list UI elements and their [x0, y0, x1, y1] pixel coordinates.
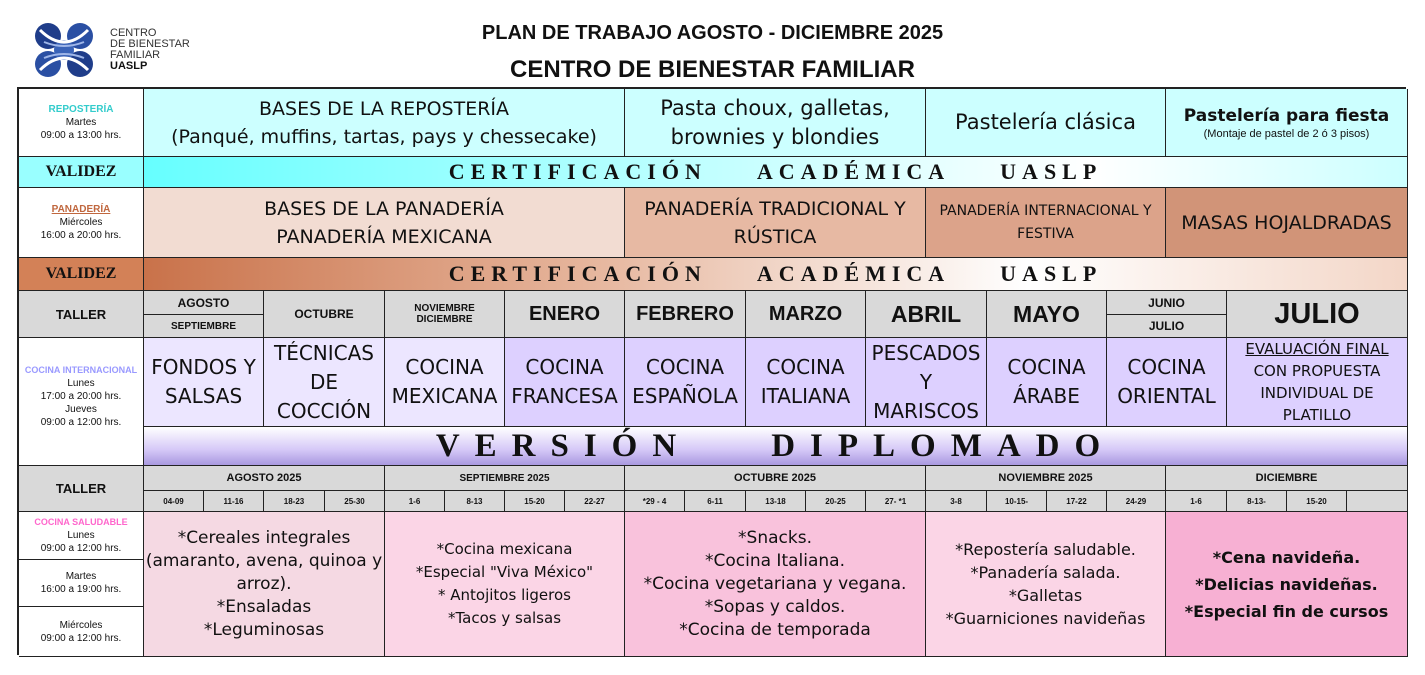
- week-cell: 25-30: [325, 491, 385, 512]
- week-cell: 10-15-: [987, 491, 1047, 512]
- week-cell: 13-18: [746, 491, 806, 512]
- month-julio: JULIO: [1227, 291, 1408, 338]
- week-cell: 3-8: [926, 491, 987, 512]
- week-cell: 22-27: [565, 491, 625, 512]
- month-marzo: MARZO: [746, 291, 866, 338]
- month-enero: ENERO: [505, 291, 625, 338]
- saludable-noviembre: *Repostería saludable. *Panadería salada. *Galletas *Guarniciones navideñas: [926, 512, 1166, 657]
- cbf-logo-icon: [30, 20, 100, 80]
- month-septiembre: SEPTIEMBRE: [144, 315, 264, 338]
- week-cell: 20-25: [806, 491, 866, 512]
- month-octubre: OCTUBRE: [264, 291, 385, 338]
- int-evaluacion-final: EVALUACIÓN FINAL CON PROPUESTA INDIVIDUAL DE PLATILLO: [1227, 338, 1408, 427]
- logo-line-2: DE BIENESTAR: [110, 38, 190, 50]
- validez-label-1: VALIDEZ: [19, 157, 144, 188]
- int-arabe: COCINA ÁRABE: [987, 338, 1107, 427]
- weeks-septiembre-2025: SEPTIEMBRE 2025: [385, 466, 625, 491]
- week-cell: 04-09: [144, 491, 204, 512]
- week-cell: 8-13-: [1227, 491, 1287, 512]
- month-agosto: AGOSTO: [144, 291, 264, 315]
- panaderia-module-2: PANADERÍA TRADICIONAL Y RÚSTICA: [625, 188, 926, 258]
- logo-line-4: UASLP: [110, 60, 148, 72]
- week-cell: 15-20: [505, 491, 565, 512]
- week-cell: 8-13: [445, 491, 505, 512]
- week-cell: 24-29: [1107, 491, 1166, 512]
- logo: [30, 20, 200, 82]
- panaderia-module-3: PANADERÍA INTERNACIONAL Y FESTIVA: [926, 188, 1166, 258]
- week-cell: 15-20: [1287, 491, 1347, 512]
- reposteria-module-4: Pastelería para fiesta (Montaje de pastel de 2 ó 3 pisos): [1166, 89, 1408, 157]
- saludable-label-1: COCINA SALUDABLE Lunes 09:00 a 12:00 hrs.: [19, 512, 144, 560]
- reposteria-module-3: Pastelería clásica: [926, 89, 1166, 157]
- reposteria-module-2: Pasta choux, galletas, brownies y blondies: [625, 89, 926, 157]
- page-title: PLAN DE TRABAJO AGOSTO - DICIEMBRE 2025: [481, 22, 944, 44]
- month-julio-small: JULIO: [1107, 315, 1227, 338]
- int-fondos-salsas: FONDOS Y SALSAS: [144, 338, 264, 427]
- month-junio: JUNIO: [1107, 291, 1227, 315]
- reposteria-name: REPOSTERÍA: [48, 104, 114, 115]
- weeks-octubre-2025: OCTUBRE 2025: [625, 466, 926, 491]
- week-cell: [1347, 491, 1408, 512]
- saludable-octubre: *Snacks. *Cocina Italiana. *Cocina vegetariana y vegana. *Sopas y caldos. *Cocina de temporada: [625, 512, 926, 657]
- week-cell: 17-22: [1047, 491, 1107, 512]
- weeks-agosto-2025: AGOSTO 2025: [144, 466, 385, 491]
- logo-line-3: FAMILIAR: [110, 49, 161, 61]
- taller-label-2: TALLER: [19, 466, 144, 512]
- panaderia-module-1: BASES DE LA PANADERÍA PANADERÍA MEXICANA: [144, 188, 625, 258]
- certificacion-banner-2: CERTIFICACIÓN ACADÉMICA UASLP: [144, 258, 1408, 291]
- week-cell: 1-6: [1166, 491, 1227, 512]
- version-diplomado-banner: VERSIÓN DIPLOMADO: [144, 427, 1408, 466]
- panaderia-module-4: MASAS HOJALDRADAS: [1166, 188, 1408, 258]
- month-abril: ABRIL: [866, 291, 987, 338]
- week-cell: 6-11: [685, 491, 746, 512]
- schedule-table: [17, 87, 1406, 655]
- weeks-diciembre: DICIEMBRE: [1166, 466, 1408, 491]
- page-subtitle: CENTRO DE BIENESTAR FAMILIAR: [510, 56, 915, 83]
- month-febrero: FEBRERO: [625, 291, 746, 338]
- reposteria-module-1: BASES DE LA REPOSTERÍA (Panqué, muffins, tartas, pays y chessecake): [144, 89, 625, 157]
- certificacion-banner-1: CERTIFICACIÓN ACADÉMICA UASLP: [144, 157, 1408, 188]
- int-francesa: COCINA FRANCESA: [505, 338, 625, 427]
- int-tecnicas-coccion: TÉCNICAS DE COCCIÓN: [264, 338, 385, 427]
- saludable-label-3: Miércoles 09:00 a 12:00 hrs.: [19, 607, 144, 657]
- reposteria-time: 09:00 a 13:00 hrs.: [40, 130, 122, 141]
- month-mayo: MAYO: [987, 291, 1107, 338]
- reposteria-label: [19, 89, 144, 157]
- weeks-noviembre-2025: NOVIEMBRE 2025: [926, 466, 1166, 491]
- saludable-agosto: *Cereales integrales (amaranto, avena, quinoa y arroz). *Ensaladas *Leguminosas: [144, 512, 385, 657]
- panaderia-name: PANADERÍA: [51, 204, 111, 215]
- week-cell: 1-6: [385, 491, 445, 512]
- week-cell: 18-23: [264, 491, 325, 512]
- internacional-label: COCINA INTERNACIONAL Lunes 17:00 a 20:00 hrs. Jueves 09:00 a 12:00 hrs.: [19, 338, 144, 466]
- week-cell: *29 - 4: [625, 491, 685, 512]
- int-oriental: COCINA ORIENTAL: [1107, 338, 1227, 427]
- saludable-label-2: Martes 16:00 a 19:00 hrs.: [19, 560, 144, 607]
- int-espanola: COCINA ESPAÑOLA: [625, 338, 746, 427]
- panaderia-label: PANADERÍA Miércoles 16:00 a 20:00 hrs.: [19, 188, 144, 258]
- saludable-septiembre: *Cocina mexicana *Especial "Viva México" * Antojitos ligeros *Tacos y salsas: [385, 512, 625, 657]
- int-pescados-mariscos: PESCADOS Y MARISCOS: [866, 338, 987, 427]
- logo-line-1: CENTRO: [110, 27, 157, 39]
- validez-label-2: VALIDEZ: [19, 258, 144, 291]
- saludable-diciembre: *Cena navideña. *Delicias navideñas. *Especial fin de cursos: [1166, 512, 1408, 657]
- int-mexicana: COCINA MEXICANA: [385, 338, 505, 427]
- reposteria-day: Martes: [65, 117, 97, 128]
- int-italiana: COCINA ITALIANA: [746, 338, 866, 427]
- month-nov-dic: NOVIEMBRE DICIEMBRE: [385, 291, 505, 338]
- week-cell: 27- *1: [866, 491, 926, 512]
- week-cell: 11-16: [204, 491, 264, 512]
- taller-label-1: TALLER: [19, 291, 144, 338]
